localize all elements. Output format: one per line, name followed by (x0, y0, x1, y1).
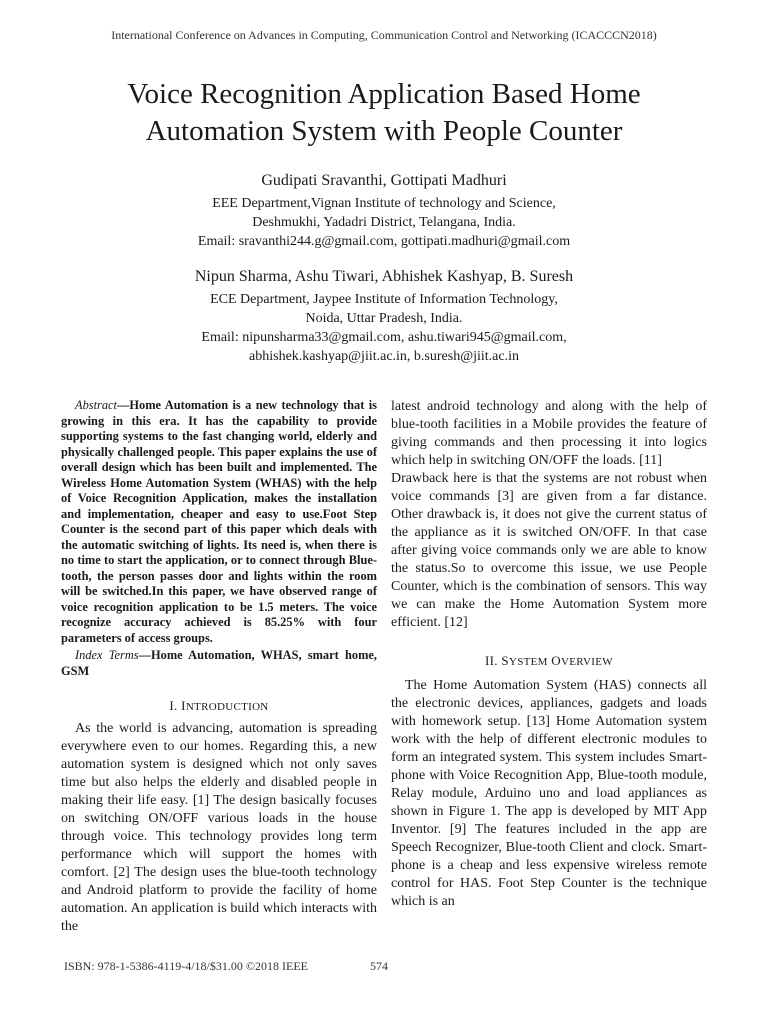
author-group-1 (40, 170, 728, 251)
body-paragraph: latest android technology and along with the help of blue-tooth facilities in a Mobile provides the feature of giving commands and then processing it into logics which help in switching ON/OFF the loads. [11] (391, 399, 707, 468)
author-department: EEE Department,Vignan Institute of technology and Science, (212, 196, 556, 211)
footer-isbn: ISBN: 978-1-5386-4119-4/18/$31.00 ©2018 IEEE (64, 959, 308, 973)
author-group-2 (40, 266, 728, 366)
left-column (61, 398, 377, 936)
author-email: Email: nipunsharma33@gmail.com, ashu.tiwari945@gmail.com, (201, 330, 567, 345)
section-heading-system-overview: II. SYSTEM OVERVIEW (485, 653, 613, 668)
author-address: Noida, Uttar Pradesh, India. (305, 311, 463, 326)
abstract-text: —Home Automation is a new technology that is growing in this era. It has the capability to provide supporting systems to the fast changing world, elderly and physically challenged people. This paper explains the use of overall design which has been built and implemented. The Wireless Home Automation System (WHAS) with the help of Voice Recognition Application, makes the installation and implementation, cheaper and easy to use.Foot Step Counter is the second part of this paper which deals with the automatic switching of lights. Its need is, when there is no time to start the application, or to connect through Blue-tooth, the person passes door and lights within the room will be switched.In this paper, we have observed range of voice recognition application to be 1.5 meters. The voice recognize accuracy achieved is 85.25% with four parameters of access groups. (61, 398, 377, 645)
author-email: abhishek.kashyap@jiit.ac.in, b.suresh@jiit.ac.in (249, 349, 519, 364)
author-address: Deshmukhi, Yadadri District, Telangana, India. (252, 215, 516, 230)
conference-header: International Conference on Advances in Computing, Communication Control and Networking (ICACCCN2018) (111, 28, 657, 42)
author-email: Email: sravanthi244.g@gmail.com, gottipati.madhuri@gmail.com (197, 234, 571, 249)
page-number: 574 (370, 959, 388, 973)
paper-title (40, 76, 728, 150)
title-line-1: Voice Recognition Application Based Home (127, 78, 641, 110)
author-names: Gudipati Sravanthi, Gottipati Madhuri (261, 172, 507, 189)
body-paragraph: Drawback here is that the systems are not robust when voice commands [3] are given from a far distance. Other drawback is, it does not give the current status of the appliance as it is switched ON/OFF. In that case after giving voice commands only we are able to know the status.So to overcome this issue, we use People Counter, which is the combination of sensors. This way we can make the Home Automation System more efficient. [12] (391, 471, 707, 630)
index-terms (61, 648, 377, 679)
author-names: Nipun Sharma, Ashu Tiwari, Abhishek Kashyap, B. Suresh (194, 268, 574, 285)
title-line-2: Automation System with People Counter (145, 115, 623, 147)
section-heading-introduction: I. INTRODUCTION (169, 698, 269, 713)
abstract-label: Abstract (75, 398, 117, 412)
abstract (61, 398, 377, 646)
index-terms-label: Index Terms (75, 648, 139, 662)
index-terms-text: —Home Automation, WHAS, smart home, GSM (61, 648, 377, 678)
right-column (391, 398, 707, 911)
system-overview-paragraph: The Home Automation System (HAS) connects all the electronic devices, appliances, gadgets and loads with homework setup. [13] Home Automation system work with the help of different electronic modules to form an integrated system. This system includes Smart-phone with Voice Recognition App, Blue-tooth module, Relay module, Arduino uno and load appliances as shown in Figure 1. The app is developed by MIT App Inventor. [9] The features included in the app are Speech Recognizer, Blue-tooth Client and clock. Smart-phone is a cheap and less expensive wireless remote control for HAS. Foot Step Counter is the technique which is an (391, 678, 707, 909)
introduction-paragraph: As the world is advancing, automation is spreading everywhere even to our homes. Regarding this, a new automation system is designed which not only saves time but also helps the elderly and disabled people in making their life easy. [1] The design basically focuses on switching ON/OFF various loads in the house through voice. This technology provides long term performance which will support the homes with comfort. [2] The design uses the blue-tooth technology and Android platform to provide the facility of home automation. An application is build which interacts with the (61, 721, 377, 934)
author-department: ECE Department, Jaypee Institute of Information Technology, (210, 292, 558, 307)
